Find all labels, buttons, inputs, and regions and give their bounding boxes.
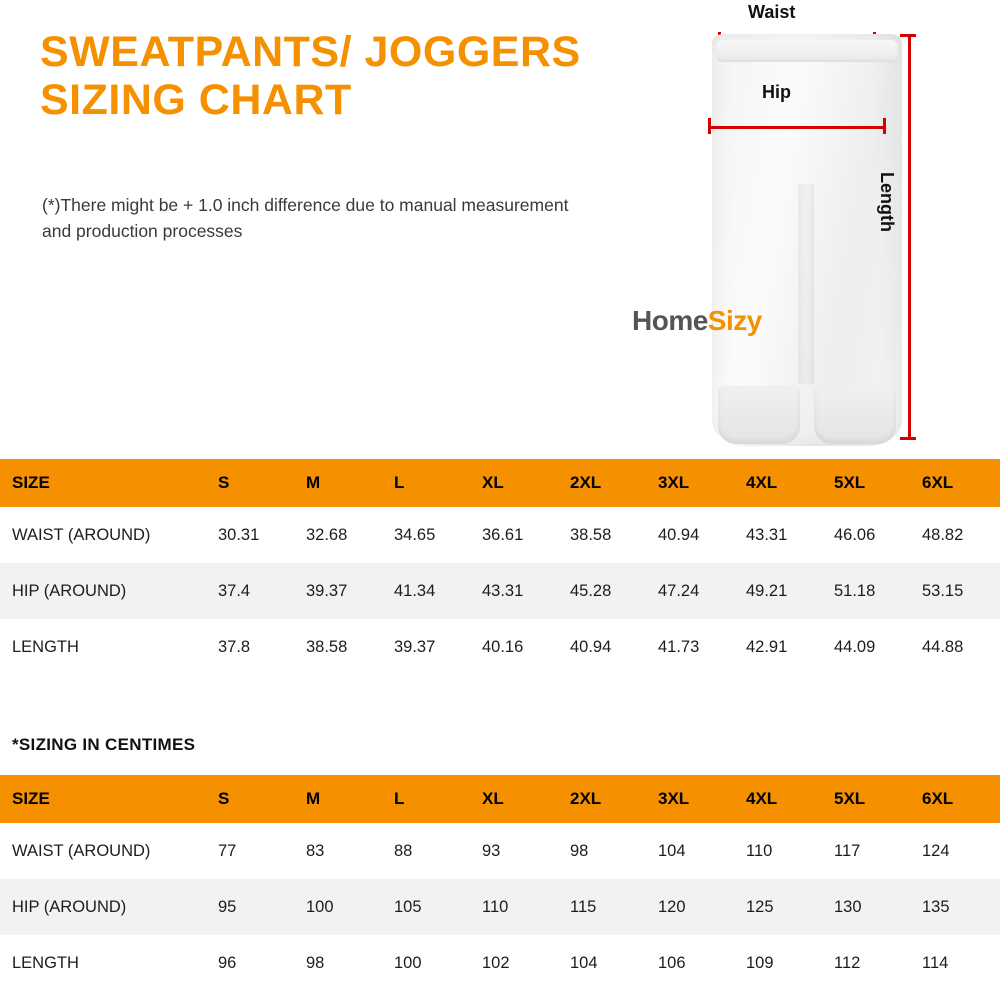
row-label-hip: HIP (AROUND) xyxy=(0,879,218,935)
cell: 45.28 xyxy=(570,563,658,619)
col-size: SIZE xyxy=(0,775,218,823)
page-title-line1: SWEATPANTS/ JOGGERS xyxy=(40,28,581,76)
cell: 43.31 xyxy=(482,563,570,619)
cell: 44.09 xyxy=(834,619,922,675)
pants-waistband xyxy=(716,40,898,62)
cell: 104 xyxy=(570,935,658,991)
cell: 77 xyxy=(218,823,306,879)
cell: 115 xyxy=(570,879,658,935)
cell: 39.37 xyxy=(394,619,482,675)
table-row xyxy=(0,935,1000,991)
col-5xl: 5XL xyxy=(834,775,922,823)
col-4xl: 4XL xyxy=(746,459,834,507)
cell: 40.94 xyxy=(570,619,658,675)
pants-cuff-right xyxy=(814,386,896,444)
cell: 43.31 xyxy=(746,507,834,563)
col-3xl: 3XL xyxy=(658,459,746,507)
cell: 98 xyxy=(570,823,658,879)
col-2xl: 2XL xyxy=(570,775,658,823)
cell: 117 xyxy=(834,823,922,879)
cell: 110 xyxy=(482,879,570,935)
cell: 95 xyxy=(218,879,306,935)
table-row xyxy=(0,823,1000,879)
hip-tick-left xyxy=(708,118,711,134)
brand-name-part1: Home xyxy=(632,305,708,336)
cell: 106 xyxy=(658,935,746,991)
cell: 44.88 xyxy=(922,619,1000,675)
cell: 48.82 xyxy=(922,507,1000,563)
col-4xl: 4XL xyxy=(746,775,834,823)
cell: 124 xyxy=(922,823,1000,879)
pants-graphic xyxy=(712,34,902,446)
row-label-length: LENGTH xyxy=(0,935,218,991)
length-measure-line xyxy=(908,34,911,440)
page-title-line2: SIZING CHART xyxy=(40,76,352,125)
cell: 93 xyxy=(482,823,570,879)
cm-section-heading: *SIZING IN CENTIMES xyxy=(12,735,196,754)
pants-illustration xyxy=(620,0,1000,450)
cell: 130 xyxy=(834,879,922,935)
cell: 112 xyxy=(834,935,922,991)
cell: 36.61 xyxy=(482,507,570,563)
title-block xyxy=(40,28,660,124)
cell: 109 xyxy=(746,935,834,991)
cell: 100 xyxy=(394,935,482,991)
col-2xl: 2XL xyxy=(570,459,658,507)
hip-label: Hip xyxy=(762,82,791,102)
table-header-row-inches xyxy=(0,459,1000,507)
cell: 83 xyxy=(306,823,394,879)
cell: 32.68 xyxy=(306,507,394,563)
table-row xyxy=(0,507,1000,563)
table-row xyxy=(0,563,1000,619)
cell: 42.91 xyxy=(746,619,834,675)
measurement-note: (*)There might be + 1.0 inch difference due to manual measurement and production processes xyxy=(42,195,569,242)
col-5xl: 5XL xyxy=(834,459,922,507)
brand-logo xyxy=(632,305,762,337)
table-header-row-cm xyxy=(0,775,1000,823)
cell: 30.31 xyxy=(218,507,306,563)
cell: 41.73 xyxy=(658,619,746,675)
cell: 100 xyxy=(306,879,394,935)
cell: 53.15 xyxy=(922,563,1000,619)
row-label-waist: WAIST (AROUND) xyxy=(0,823,218,879)
brand-name-part2: Sizy xyxy=(707,305,762,336)
col-m: M xyxy=(306,459,394,507)
col-6xl: 6XL xyxy=(922,459,1000,507)
col-xl: XL xyxy=(482,459,570,507)
col-size: SIZE xyxy=(0,459,218,507)
length-label: Length xyxy=(877,172,897,232)
cell: 38.58 xyxy=(570,507,658,563)
cell: 51.18 xyxy=(834,563,922,619)
cell: 96 xyxy=(218,935,306,991)
cell: 120 xyxy=(658,879,746,935)
col-s: S xyxy=(218,775,306,823)
cell: 110 xyxy=(746,823,834,879)
cell: 135 xyxy=(922,879,1000,935)
cell: 34.65 xyxy=(394,507,482,563)
cell: 46.06 xyxy=(834,507,922,563)
cell: 102 xyxy=(482,935,570,991)
col-l: L xyxy=(394,459,482,507)
cell: 38.58 xyxy=(306,619,394,675)
col-xl: XL xyxy=(482,775,570,823)
cell: 114 xyxy=(922,935,1000,991)
cell: 125 xyxy=(746,879,834,935)
sizing-table-centimeters xyxy=(0,775,1000,991)
hip-tick-right xyxy=(883,118,886,134)
cell: 41.34 xyxy=(394,563,482,619)
cell: 37.8 xyxy=(218,619,306,675)
sizing-table-inches xyxy=(0,459,1000,675)
hip-measure-line xyxy=(708,126,886,129)
cell: 40.94 xyxy=(658,507,746,563)
length-tick-bottom xyxy=(900,437,916,440)
table-row xyxy=(0,619,1000,675)
pants-cuff-left xyxy=(718,386,800,444)
row-label-waist: WAIST (AROUND) xyxy=(0,507,218,563)
row-label-hip: HIP (AROUND) xyxy=(0,563,218,619)
col-6xl: 6XL xyxy=(922,775,1000,823)
col-m: M xyxy=(306,775,394,823)
cell: 88 xyxy=(394,823,482,879)
cell: 47.24 xyxy=(658,563,746,619)
length-tick-top xyxy=(900,34,916,37)
row-label-length: LENGTH xyxy=(0,619,218,675)
waist-label: Waist xyxy=(748,2,796,22)
cell: 49.21 xyxy=(746,563,834,619)
cell: 39.37 xyxy=(306,563,394,619)
cell: 37.4 xyxy=(218,563,306,619)
table-row xyxy=(0,879,1000,935)
cell: 104 xyxy=(658,823,746,879)
cell: 98 xyxy=(306,935,394,991)
col-l: L xyxy=(394,775,482,823)
cell: 40.16 xyxy=(482,619,570,675)
col-s: S xyxy=(218,459,306,507)
col-3xl: 3XL xyxy=(658,775,746,823)
cell: 105 xyxy=(394,879,482,935)
pants-center-seam xyxy=(798,184,814,384)
